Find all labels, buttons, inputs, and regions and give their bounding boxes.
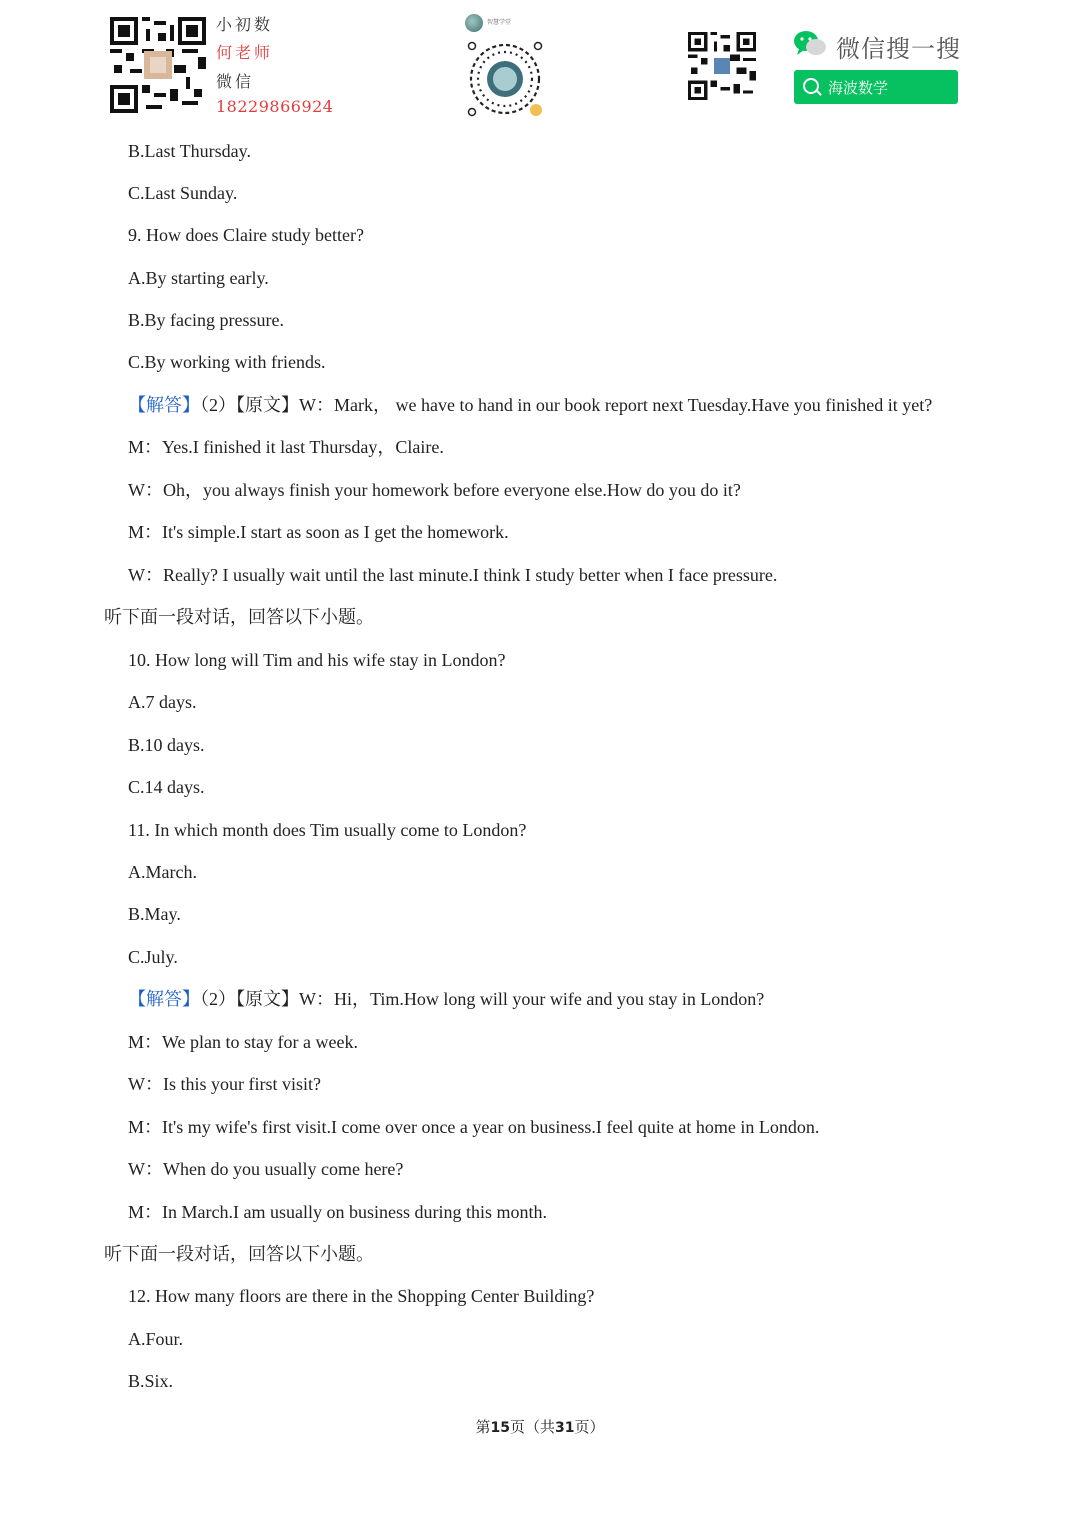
qr-code-account bbox=[687, 32, 757, 100]
question-line: 10. How long will Tim and his wife stay in London? bbox=[128, 650, 506, 670]
question-line: 11. In which month does Tim usually come to London? bbox=[128, 820, 527, 840]
question-line: 9. How does Claire study better? bbox=[128, 225, 364, 245]
handwritten-subject: 小初数 bbox=[216, 15, 274, 34]
mini-program-logo-icon bbox=[465, 14, 483, 32]
current-page: 15 bbox=[490, 1420, 510, 1436]
wechat-search-title: 微信搜一搜 bbox=[836, 35, 961, 63]
transcript-line: W：Really? I usually wait until the last minute.I think I study better when I face pressure. bbox=[128, 565, 778, 585]
option-line: C.July. bbox=[128, 947, 178, 967]
qr-code-contact bbox=[110, 16, 206, 114]
transcript-line: M：In March.I am usually on business during this month. bbox=[128, 1202, 547, 1222]
transcript-line: M：It's my wife's first visit.I come over once a year on business.I feel quite at home in London. bbox=[128, 1117, 820, 1137]
handwritten-phone: 18229866924 bbox=[216, 97, 334, 116]
option-line: A.7 days. bbox=[128, 692, 197, 712]
transcript-line: M：It's simple.I start as soon as I get the homework. bbox=[128, 522, 509, 542]
total-pages: 31 bbox=[555, 1420, 575, 1436]
transcript-line: W：Is this your first visit? bbox=[128, 1074, 321, 1094]
transcript-text: （2）【原文】W：Mark， we have to hand in our book report next Tuesday.Have you finished it yet? bbox=[200, 395, 933, 415]
answer-tag: 【解答】 bbox=[128, 989, 200, 1009]
section-instruction: 听下面一段对话，回答以下小题。 bbox=[104, 1244, 374, 1264]
option-line: A.By starting early. bbox=[128, 268, 269, 288]
option-line: B.10 days. bbox=[128, 735, 205, 755]
transcript-text: （2）【原文】W：Hi，Tim.How long will your wife and you stay in London? bbox=[200, 989, 765, 1009]
page-number: 第15页（共31页） bbox=[475, 1420, 605, 1436]
transcript-line: M：Yes.I finished it last Thursday，Claire. bbox=[128, 437, 444, 457]
transcript-line: M：We plan to stay for a week. bbox=[128, 1032, 358, 1052]
search-icon bbox=[803, 78, 819, 94]
option-line: B.Six. bbox=[128, 1371, 174, 1391]
option-line: B.May. bbox=[128, 904, 181, 924]
option-line: C.14 days. bbox=[128, 777, 205, 797]
mini-program-code bbox=[466, 40, 544, 118]
transcript-line: W：When do you usually come here? bbox=[128, 1159, 404, 1179]
answer-line bbox=[128, 394, 932, 416]
option-line: C.By working with friends. bbox=[128, 352, 326, 372]
answer-tag: 【解答】 bbox=[128, 395, 200, 415]
option-line: A.Four. bbox=[128, 1329, 184, 1349]
transcript-line: W：Oh，you always finish your homework before everyone else.How do you do it? bbox=[128, 480, 741, 500]
handwritten-wechat: 微信 bbox=[216, 72, 255, 91]
answer-line bbox=[128, 988, 764, 1010]
wechat-search-box[interactable] bbox=[794, 70, 958, 104]
option-line: B.Last Thursday. bbox=[128, 141, 251, 161]
section-instruction: 听下面一段对话，回答以下小题。 bbox=[104, 607, 374, 627]
question-line: 12. How many floors are there in the Shopping Center Building? bbox=[128, 1286, 595, 1306]
mini-program-caption: 智慧学堂 bbox=[487, 19, 512, 26]
option-line: A.March. bbox=[128, 862, 197, 882]
search-keyword: 海波数学 bbox=[828, 79, 889, 97]
option-line: B.By facing pressure. bbox=[128, 310, 284, 330]
option-line: C.Last Sunday. bbox=[128, 183, 238, 203]
handwritten-teacher: 何老师 bbox=[216, 43, 274, 62]
wechat-icon bbox=[793, 30, 827, 58]
